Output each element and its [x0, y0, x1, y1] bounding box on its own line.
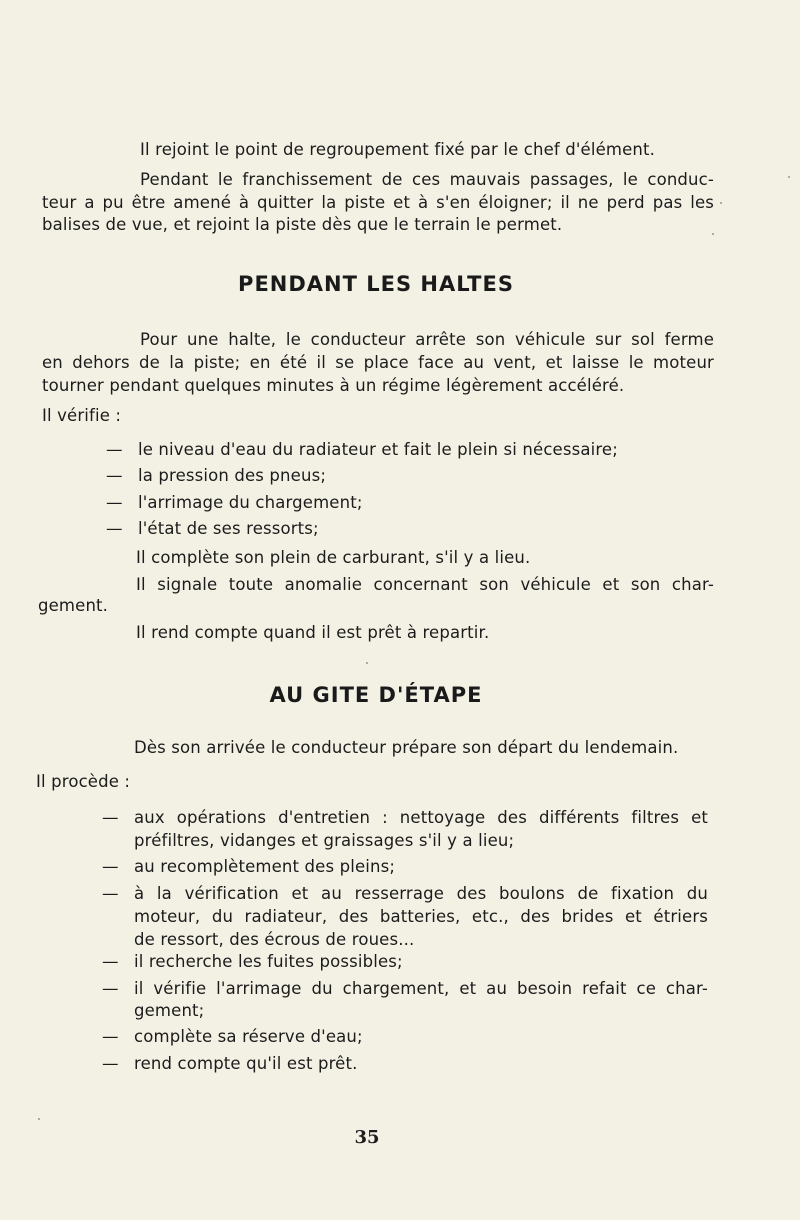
haltes-para-line-1: Pour une halte, le conducteur arrête son véhicule sur sol ferme	[140, 330, 714, 349]
haltes-signale-line-1: Il signale toute anomalie concernant son véhicule et son char-	[136, 575, 714, 594]
intro-line-3: teur a pu être amené à quitter la piste et à s'en éloigner; il ne perd pas les	[42, 193, 714, 212]
intro-line-1: Il rejoint le point de regroupement fixé par le chef d'élément.	[140, 140, 656, 159]
intro-line-4: balises de vue, et rejoint la piste dès que le terrain le permet.	[42, 215, 563, 234]
gite-item-6: complète sa réserve d'eau;	[134, 1027, 363, 1046]
section-title-haltes: PENDANT LES HALTES	[238, 272, 514, 296]
haltes-item-1: le niveau d'eau du radiateur et fait le plein si nécessaire;	[138, 440, 618, 459]
bullet-dash: —	[102, 808, 119, 827]
bullet-dash: —	[106, 440, 123, 459]
bullet-dash: —	[102, 952, 119, 971]
scan-speck	[788, 176, 790, 178]
page-number: 35	[354, 1127, 380, 1148]
section-title-gite: AU GITE D'ÉTAPE	[269, 683, 483, 707]
haltes-verifie-label: Il vérifie :	[42, 406, 122, 425]
gite-item-2: au recomplètement des pleins;	[134, 857, 396, 876]
gite-item-3-line-1: à la vérification et au resserrage des boulons de fixation du	[134, 884, 708, 903]
haltes-item-4: l'état de ses ressorts;	[138, 519, 319, 538]
gite-procede-label: Il procède :	[36, 772, 131, 791]
scan-speck	[366, 662, 368, 664]
gite-item-4: il recherche les fuites possibles;	[134, 952, 403, 971]
scan-speck	[38, 1118, 40, 1120]
intro-line-2: Pendant le franchissement de ces mauvais passages, le conduc-	[140, 170, 714, 189]
gite-item-3-line-2: moteur, du radiateur, des batteries, etc., des brides et étriers	[134, 907, 708, 926]
haltes-item-3: l'arrimage du chargement;	[138, 493, 363, 512]
bullet-dash: —	[102, 1054, 119, 1073]
haltes-para-line-2: en dehors de la piste; en été il se place face au vent, et laisse le moteur	[42, 353, 714, 372]
bullet-dash: —	[102, 979, 119, 998]
haltes-para-line-3: tourner pendant quelques minutes à un régime légèrement accéléré.	[42, 376, 625, 395]
haltes-rend-compte: Il rend compte quand il est prêt à repartir.	[136, 623, 490, 642]
bullet-dash: —	[106, 466, 123, 485]
gite-item-5-line-1: il vérifie l'arrimage du chargement, et au besoin refait ce char-	[134, 979, 708, 998]
gite-item-3-line-3: de ressort, des écrous de roues...	[134, 930, 415, 949]
gite-item-5-line-2: gement;	[134, 1001, 205, 1020]
gite-item-1-line-1: aux opérations d'entretien : nettoyage des différents filtres et	[134, 808, 708, 827]
gite-intro: Dès son arrivée le conducteur prépare son départ du lendemain.	[134, 738, 679, 757]
bullet-dash: —	[106, 519, 123, 538]
scan-speck	[712, 233, 714, 235]
bullet-dash: —	[106, 493, 123, 512]
gite-item-7: rend compte qu'il est prêt.	[134, 1054, 358, 1073]
gite-item-1-line-2: préfiltres, vidanges et graissages s'il y a lieu;	[134, 831, 515, 850]
haltes-signale-line-2: gement.	[38, 596, 109, 615]
scan-speck	[720, 202, 722, 204]
haltes-item-2: la pression des pneus;	[138, 466, 327, 485]
bullet-dash: —	[102, 857, 119, 876]
bullet-dash: —	[102, 884, 119, 903]
bullet-dash: —	[102, 1027, 119, 1046]
haltes-complete: Il complète son plein de carburant, s'il y a lieu.	[136, 548, 531, 567]
